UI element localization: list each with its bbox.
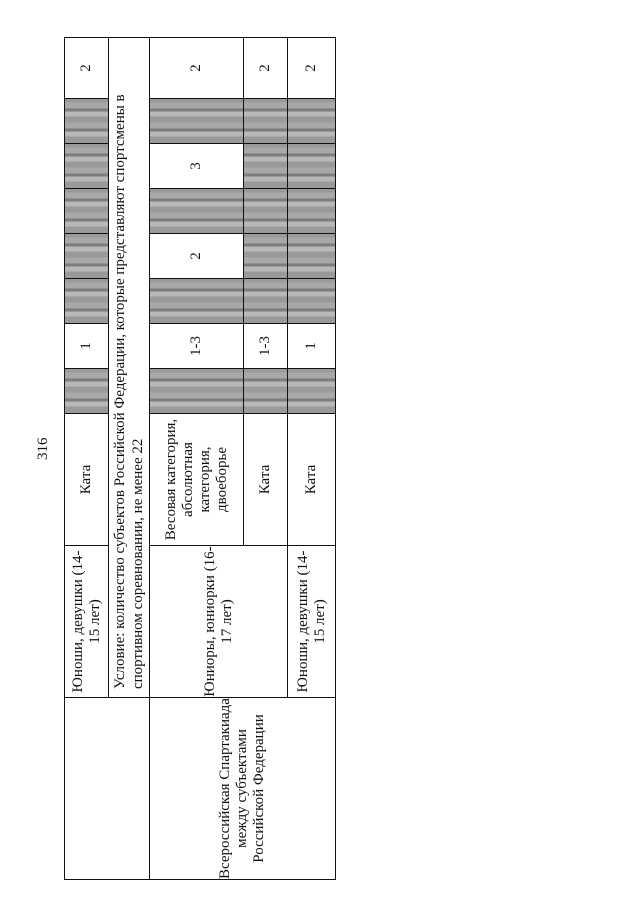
shaded-cell bbox=[65, 234, 109, 279]
shaded-cell bbox=[65, 144, 109, 189]
shaded-cell bbox=[244, 144, 288, 189]
condition-text: Условие: количество субъектов Российской Федерации, которые представляют спортсмены в спортивном соревновании, не менее 22 bbox=[109, 38, 150, 698]
event-name: Всероссийская Спартакиада между субъектами Российской Федерации bbox=[150, 698, 336, 880]
discipline-cell: Ката bbox=[288, 414, 336, 546]
group-cell: Юноши, девушки (14-15 лет) bbox=[65, 546, 109, 698]
shaded-cell bbox=[288, 99, 336, 144]
shaded-cell bbox=[150, 369, 244, 414]
place-cell: 1 bbox=[288, 324, 336, 369]
place-cell: 3 bbox=[150, 144, 244, 189]
shaded-cell bbox=[288, 369, 336, 414]
shaded-cell bbox=[288, 144, 336, 189]
shaded-cell bbox=[244, 234, 288, 279]
shaded-cell bbox=[244, 189, 288, 234]
count-cell: 2 bbox=[288, 38, 336, 99]
shaded-cell bbox=[244, 279, 288, 324]
shaded-cell bbox=[244, 369, 288, 414]
shaded-cell bbox=[150, 279, 244, 324]
shaded-cell bbox=[288, 234, 336, 279]
discipline-cell: Ката bbox=[65, 414, 109, 546]
shaded-cell bbox=[65, 369, 109, 414]
shaded-cell bbox=[288, 279, 336, 324]
place-cell: 2 bbox=[150, 234, 244, 279]
count-cell: 2 bbox=[244, 38, 288, 99]
shaded-cell bbox=[65, 189, 109, 234]
place-cell: 1 bbox=[65, 324, 109, 369]
shaded-cell bbox=[150, 189, 244, 234]
count-cell: 2 bbox=[150, 38, 244, 99]
event-cell-top bbox=[65, 698, 109, 880]
place-cell: 1-3 bbox=[150, 324, 244, 369]
shaded-cell bbox=[65, 279, 109, 324]
page-number: 316 bbox=[35, 437, 51, 460]
shaded-cell bbox=[244, 99, 288, 144]
shaded-cell bbox=[288, 189, 336, 234]
group-cell: Юноши, девушки (14-15 лет) bbox=[288, 546, 336, 698]
results-table bbox=[64, 37, 336, 880]
rotated-table-area bbox=[35, 38, 336, 880]
event-cell-top-cont bbox=[109, 698, 150, 880]
count-cell: 2 bbox=[65, 38, 109, 99]
discipline-cell: Ката bbox=[244, 414, 288, 546]
shaded-cell bbox=[150, 99, 244, 144]
place-cell: 1-3 bbox=[244, 324, 288, 369]
discipline-cell: Весовая категория, абсолютная категория, двоеборье bbox=[150, 414, 244, 546]
shaded-cell bbox=[65, 99, 109, 144]
group-cell: Юниоры, юниорки (16-17 лет) bbox=[150, 546, 288, 698]
